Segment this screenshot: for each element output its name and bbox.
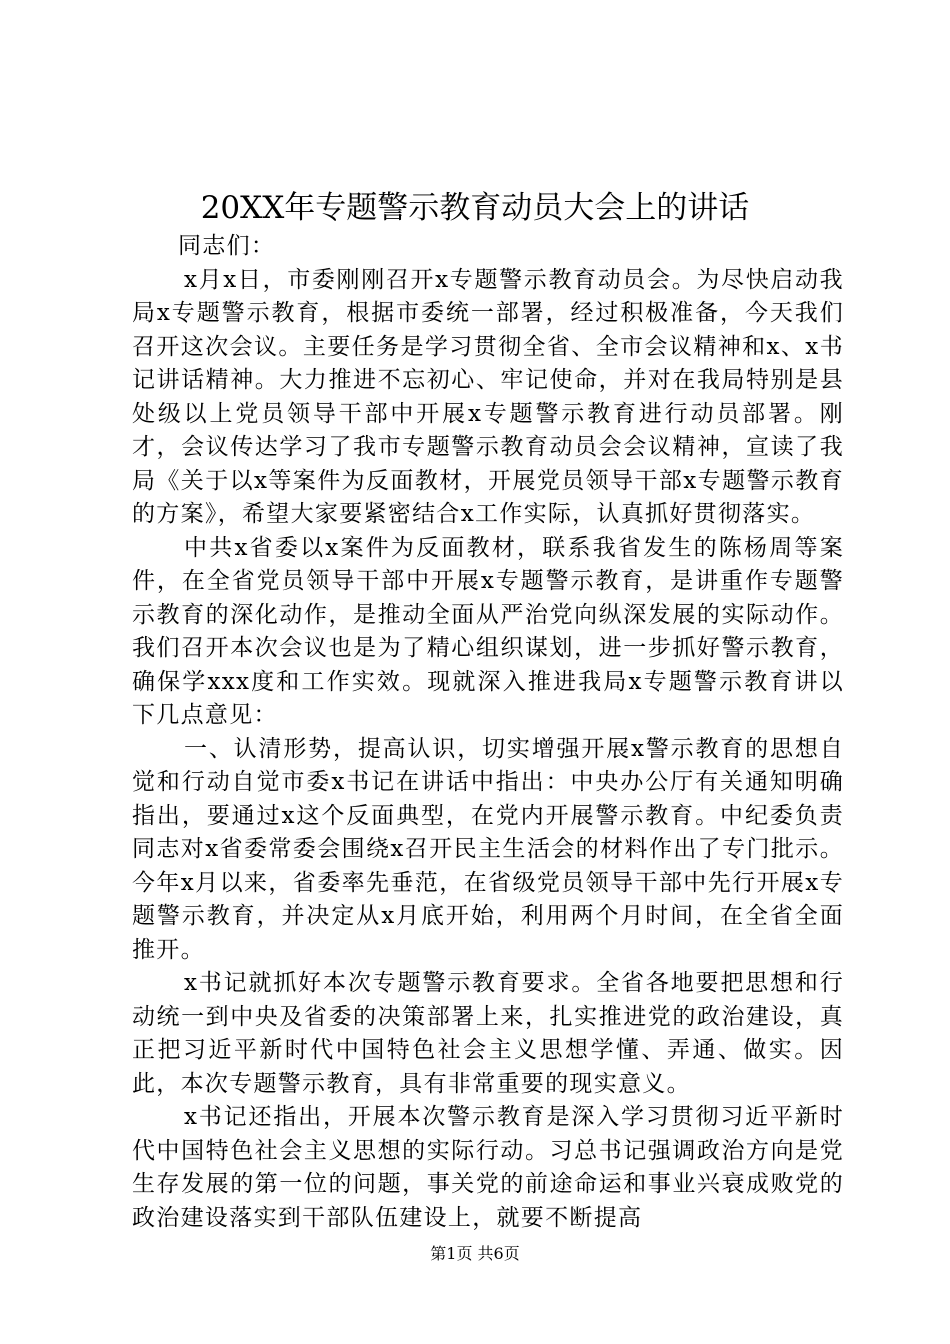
page-number-footer: 第1页 共6页 (430, 1244, 520, 1263)
body-paragraph: 一、认清形势，提高认识，切实增强开展x警示教育的思想自觉和行动自觉市委x书记在讲话中指出：中央办公厅有关通知明确指出，要通过x这个反面典型，在党内开展警示教育。中纪委负责同志对x省委常委会围绕x召开民主生活会的材料作出了专门批示。今年x月以来，省委率先垂范，在省级党员领导干部中先行开展x专题警示教育，并决定从x月底开始，利用两个月时间，在全省全面推开。 (132, 735, 844, 963)
body-paragraph: x月x日，市委刚刚召开x专题警示教育动员会。为尽快启动我局x专题警示教育，根据市委统一部署，经过积极准备，今天我们召开这次会议。主要任务是学习贯彻全省、全市会议精神和x、x书记讲话精神。大力推进不忘初心、牢记使命，并对在我局特别是县处级以上党员领导干部中开展x专题警示教育进行动员部署。刚才，会议传达学习了我市专题警示教育动员会会议精神，宣读了我局《关于以x等案件为反面教材，开展党员领导干部x专题警示教育的方案》，希望大家要紧密结合x工作实际，认真抓好贯彻落实。 (132, 266, 844, 527)
document-title: 20XX年专题警示教育动员大会上的讲话 (200, 190, 750, 226)
body-paragraph: 中共x省委以x案件为反面教材，联系我省发生的陈杨周等案件，在全省党员领导干部中开展x专题警示教育，是讲重作专题警示教育的深化动作，是推动全面从严治党向纵深发展的实际动作。我们召开本次会议也是为了精心组织谋划，进一步抓好警示教育，确保学xxx度和工作实效。现就深入推进我局x专题警示教育讲以下几点意见： (132, 534, 844, 728)
document-body (132, 230, 844, 1235)
body-paragraph: x书记就抓好本次专题警示教育要求。全省各地要把思想和行动统一到中央及省委的决策部署上来，扎实推进党的政治建设，真正把习近平新时代中国特色社会主义思想学懂、弄通、做实。因此，本次专题警示教育，具有非常重要的现实意义。 (132, 970, 844, 1097)
body-paragraph: x书记还指出，开展本次警示教育是深入学习贯彻习近平新时代中国特色社会主义思想的实际行动。习总书记强调政治方向是党生存发展的第一位的问题，事关党的前途命运和事业兴衰成败党的政治建设落实到干部队伍建设上，就要不断提高 (132, 1104, 844, 1231)
salutation-paragraph: 同志们： (178, 233, 276, 259)
